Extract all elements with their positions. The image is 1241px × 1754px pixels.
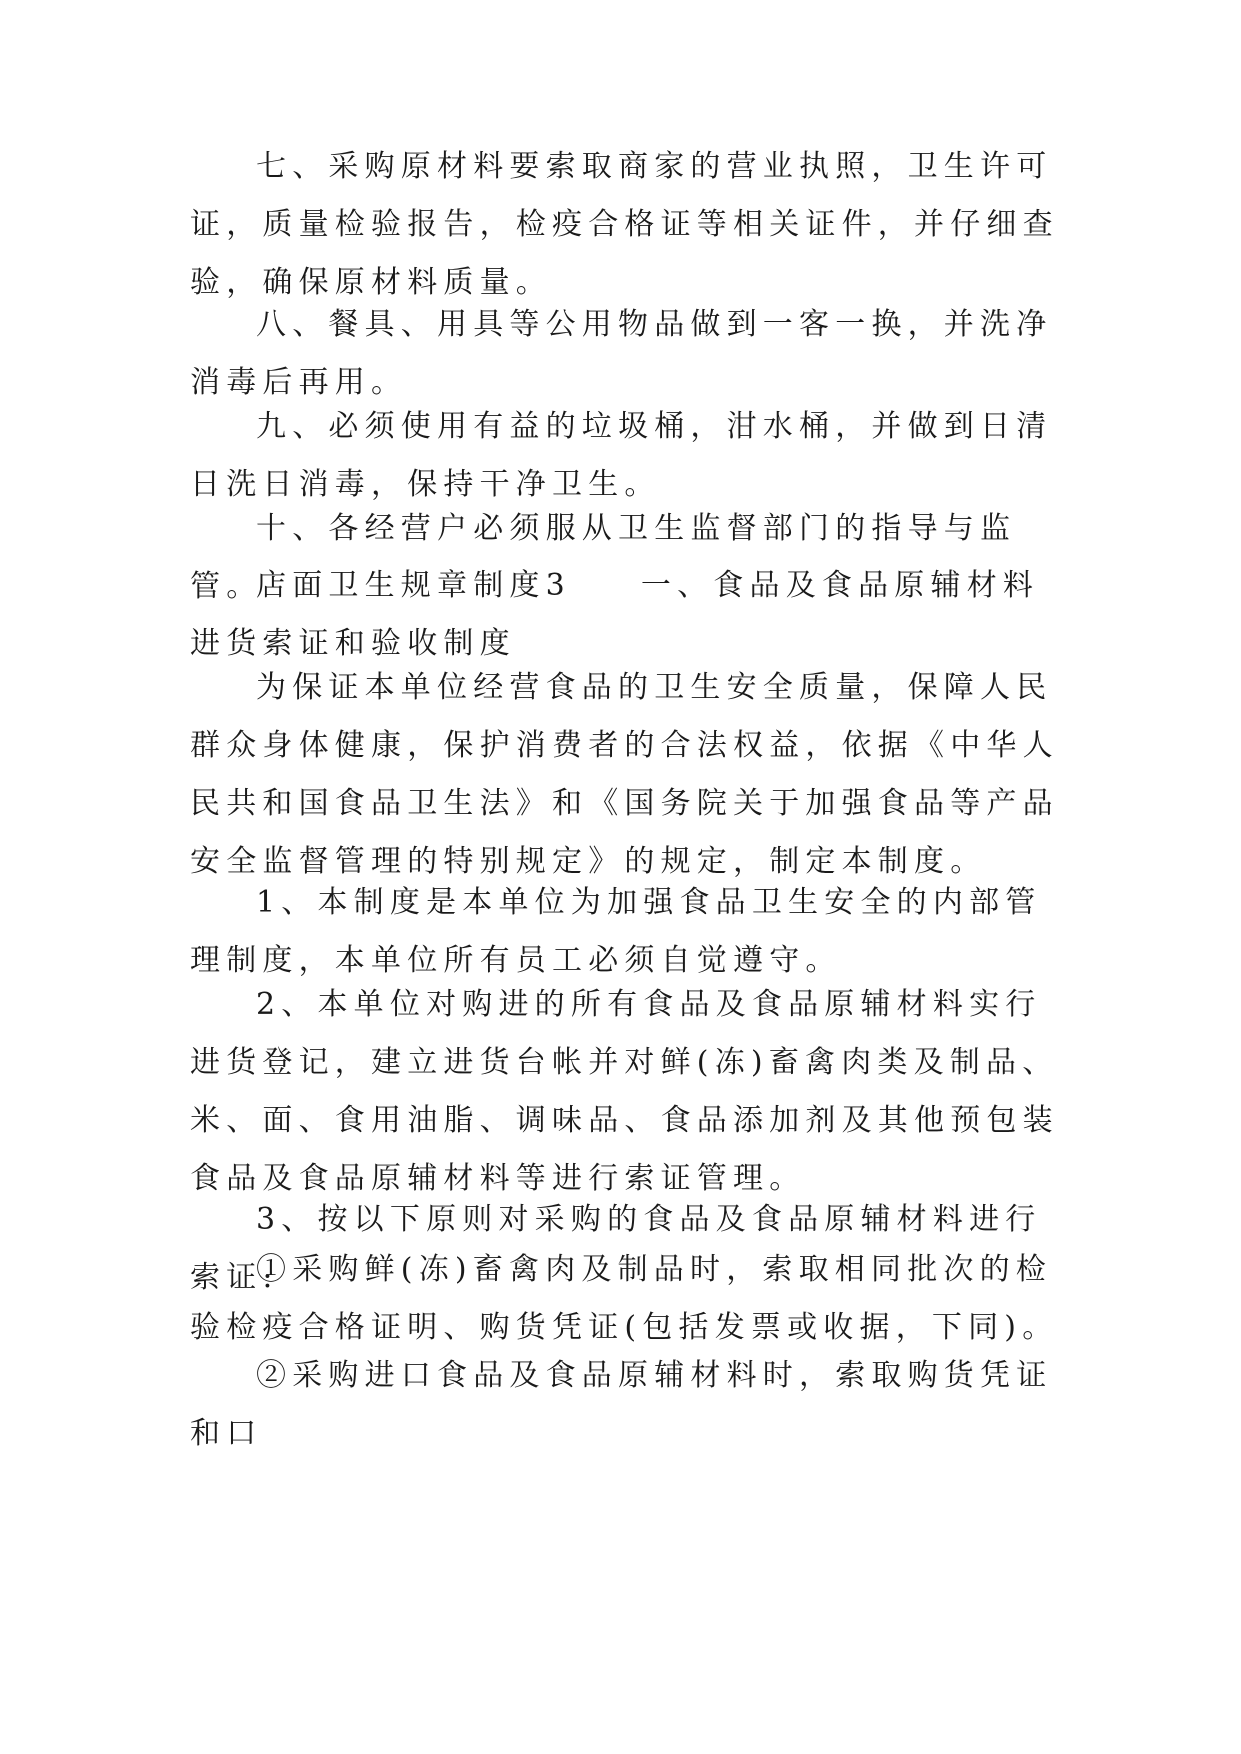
section-subtitle: 一、食品及食品原辅材料进货索证和验收制度: [190, 568, 1040, 661]
clause-2: 2、本单位对购进的所有食品及食品原辅材料实行进货登记，建立进货台帐并对鲜(冻)畜禽肉类及制品、米、面、食用油脂、调味品、食品添加剂及其他预包装食品及食品原辅材料等进行索证管理。: [190, 987, 1059, 1196]
paragraph-7: 七、采购原材料要索取商家的营业执照，卫生许可证，质量检验报告，检疫合格证等相关证件，并仔细查验，确保原材料质量。: [190, 149, 1059, 300]
section-heading: [190, 557, 1070, 673]
section-title: 店面卫生规章制度3: [256, 568, 571, 603]
clause-3: 3、按以下原则对采购的食品及食品原辅材料进行索证:: [190, 1202, 1042, 1295]
paragraph-9: 九、必须使用有益的垃圾桶，泔水桶，并做到日清日洗日消毒，保持干净卫生。: [190, 409, 1053, 502]
clause-1: 1、本制度是本单位为加强食品卫生安全的内部管理制度，本单位所有员工必须自觉遵守。: [190, 885, 1042, 978]
clause-3-item-2: ②采购进口食品及食品原辅材料时，索取购货凭证和口: [190, 1358, 1053, 1451]
clause-3-item-1: ①采购鲜(冻)畜禽肉及制品时，索取相同批次的检验检疫合格证明、购货凭证(包括发票或收据，下同)。: [190, 1252, 1059, 1345]
paragraph-8: 八、餐具、用具等公用物品做到一客一换，并洗净消毒后再用。: [190, 307, 1053, 400]
paragraph-10: 十、各经营户必须服从卫生监督部门的指导与监管。: [190, 511, 1017, 604]
intro-paragraph: 为保证本单位经营食品的卫生安全质量，保障人民群众身体健康，保护消费者的合法权益，依据《中华人民共和国食品卫生法》和《国务院关于加强食品等产品安全监督管理的特别规定》的规定，制定本制度。: [190, 670, 1059, 879]
